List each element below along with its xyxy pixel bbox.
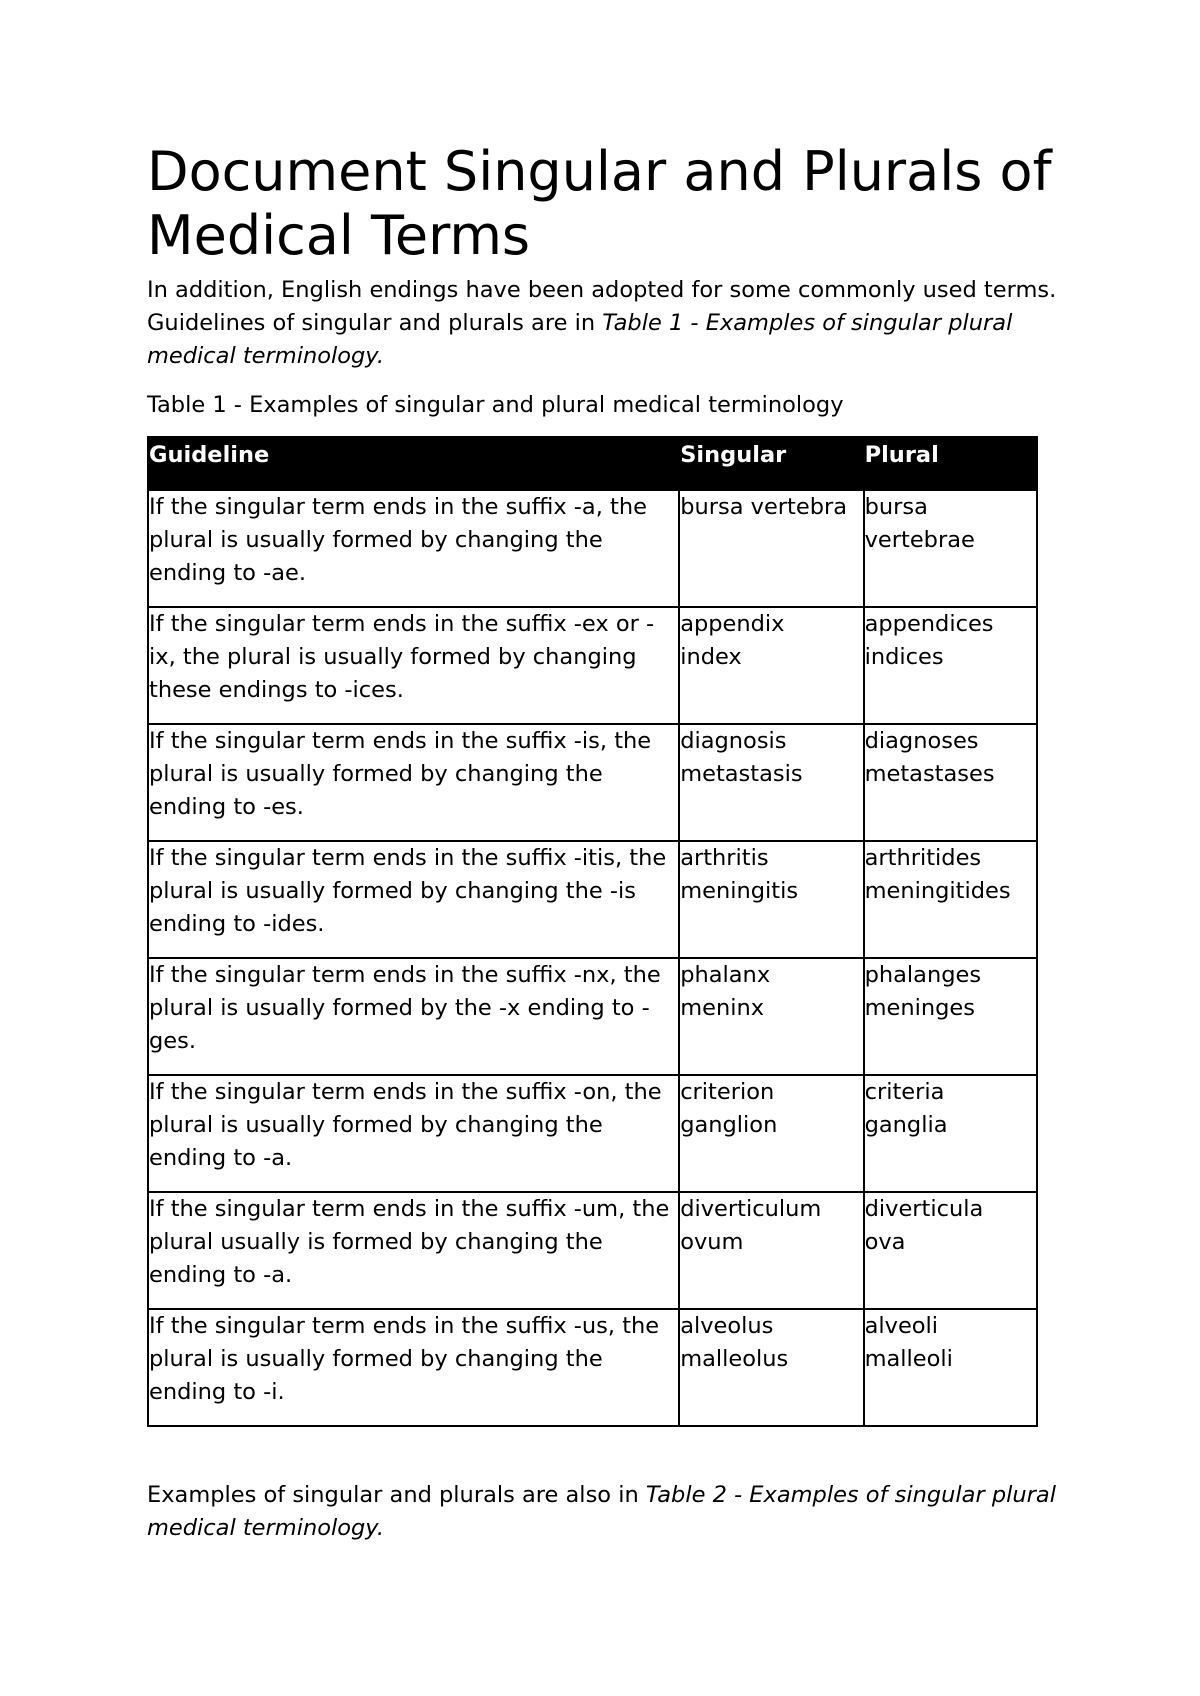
guideline-cell: If the singular term ends in the suffix -nx, the plural is usually formed by the -x ending to -ges. <box>148 958 679 1075</box>
outro-text: Examples of singular and plurals are also in <box>147 1482 646 1508</box>
table-row <box>148 724 1037 841</box>
plural-term: ova <box>864 1229 906 1255</box>
plural-term: criteria <box>864 1079 945 1105</box>
table-row <box>148 490 1037 607</box>
guideline-cell: If the singular term ends in the suffix -on, the plural is usually formed by changing the ending to -a. <box>148 1075 679 1192</box>
table-body <box>148 490 1037 1426</box>
singular-term: meninx <box>680 995 765 1021</box>
singular-term: diagnosis <box>680 728 787 754</box>
guideline-cell: If the singular term ends in the suffix -ex or -ix, the plural is usually formed by changing these endings to -ices. <box>148 607 679 724</box>
singular-cell <box>679 490 863 607</box>
table-header-row <box>148 437 1037 490</box>
plural-cell <box>864 1309 1037 1426</box>
document-page <box>147 140 1067 1545</box>
singular-term: meningitis <box>680 878 799 904</box>
singular-cell <box>679 841 863 958</box>
plural-term: meningitides <box>864 878 1011 904</box>
guideline-cell: If the singular term ends in the suffix -um, the plural usually is formed by changing the ending to -a. <box>148 1192 679 1309</box>
outro-end: . <box>376 1515 384 1541</box>
table-row <box>148 958 1037 1075</box>
table-row <box>148 607 1037 724</box>
guideline-cell: If the singular term ends in the suffix -a, the plural is usually formed by changing the ending to -ae. <box>148 490 679 607</box>
singular-cell <box>679 1192 863 1309</box>
intro-table-reference: Table 1 - Examples of singular plural medical terminology <box>147 310 1013 369</box>
plural-cell <box>864 841 1037 958</box>
guideline-cell: If the singular term ends in the suffix -us, the plural is usually formed by changing the ending to -i. <box>148 1309 679 1426</box>
singular-term: bursa vertebra <box>680 494 848 520</box>
singular-term: malleolus <box>680 1346 789 1372</box>
intro-text: In addition, English endings have been adopted for some commonly used terms. Guidelines of singular and plurals are in <box>147 277 1057 336</box>
page-title: Document Singular and Plurals of Medical Terms <box>147 140 1052 267</box>
plural-cell <box>864 490 1037 607</box>
table-row <box>148 1075 1037 1192</box>
intro-end: . <box>376 343 384 369</box>
plural-term: arthritides <box>864 845 982 871</box>
singular-term: ganglion <box>680 1112 778 1138</box>
singular-term: appendix <box>680 611 785 637</box>
singular-cell <box>679 1075 863 1192</box>
singular-cell <box>679 607 863 724</box>
table-row <box>148 1192 1037 1309</box>
singular-term: index <box>680 644 742 670</box>
plural-term: metastases <box>864 761 995 787</box>
singular-term: arthritis <box>680 845 769 871</box>
plural-term: ganglia <box>864 1112 948 1138</box>
singular-cell <box>679 1309 863 1426</box>
singular-term: alveolus <box>680 1313 774 1339</box>
singular-term: metastasis <box>680 761 803 787</box>
singular-cell <box>679 958 863 1075</box>
plural-term: meninges <box>864 995 975 1021</box>
intro-paragraph <box>147 274 1067 373</box>
terminology-table <box>147 436 1038 1427</box>
plural-term: indices <box>864 644 944 670</box>
plural-term: appendices <box>864 611 994 637</box>
table-row <box>148 841 1037 958</box>
table-row <box>148 1309 1037 1426</box>
header-guideline: Guideline <box>148 437 679 490</box>
plural-term: diagnoses <box>864 728 979 754</box>
plural-cell <box>864 1075 1037 1192</box>
outro-paragraph <box>147 1479 1067 1545</box>
singular-cell <box>679 724 863 841</box>
plural-term: bursa vertebrae <box>864 494 975 553</box>
guideline-cell: If the singular term ends in the suffix -itis, the plural is usually formed by changing the -is ending to -ides. <box>148 841 679 958</box>
plural-term: diverticula <box>864 1196 984 1222</box>
outro-table-reference: Table 2 - Examples of singular plural medical terminology <box>147 1482 1056 1541</box>
singular-term: criterion <box>680 1079 775 1105</box>
plural-cell <box>864 724 1037 841</box>
plural-term: alveoli <box>864 1313 939 1339</box>
plural-cell <box>864 958 1037 1075</box>
header-plural: Plural <box>864 437 1037 490</box>
singular-term: ovum <box>680 1229 744 1255</box>
header-singular: Singular <box>679 437 863 490</box>
plural-term: phalanges <box>864 962 982 988</box>
singular-term: diverticulum <box>680 1196 822 1222</box>
guideline-cell: If the singular term ends in the suffix -is, the plural is usually formed by changing the ending to -es. <box>148 724 679 841</box>
plural-cell <box>864 607 1037 724</box>
singular-term: phalanx <box>680 962 771 988</box>
table-caption: Table 1 - Examples of singular and plural medical terminology <box>147 392 844 418</box>
plural-term: malleoli <box>864 1346 953 1372</box>
plural-cell <box>864 1192 1037 1309</box>
